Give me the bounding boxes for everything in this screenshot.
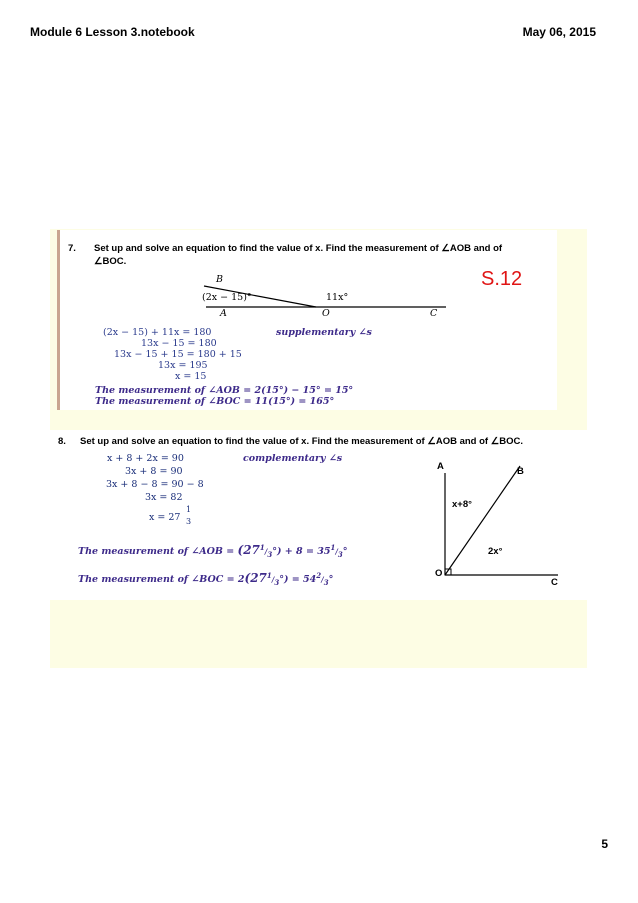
p7-step-3: 13x − 15 + 15 = 180 + 15 — [114, 349, 242, 360]
fig8-label-a: A — [437, 461, 444, 472]
fig7-label-o: O — [322, 308, 330, 319]
slide-label: S.12 — [481, 268, 523, 290]
problem-7-prompt-line2: ∠BOC. — [94, 256, 127, 267]
p8-step-2: 3x + 8 = 90 — [125, 466, 183, 477]
problem-7-number: 7. — [68, 243, 76, 254]
fig8-label-o: O — [435, 568, 443, 579]
p8-result-boc: The measurement of ∠BOC = $2(27^1/_3^\circ) = 54^2/_3^\circ$ — [78, 571, 334, 588]
problem-7-prompt-line1: Set up and solve an equation to find the value of x. Find the measurement of ∠AOB and of — [94, 243, 503, 254]
ray-ob-8 — [445, 466, 520, 575]
fig7-label-a: A — [220, 308, 227, 319]
fig8-label-c: C — [551, 577, 558, 588]
fig7-angle-aob: (2x − 15)° — [202, 292, 252, 303]
fig7-angle-boc: 11x° — [326, 292, 349, 303]
p7-step-1: (2x − 15) + 11x = 180 — [103, 327, 212, 338]
p7-result-aob: The measurement of ∠AOB = 2(15°) − 15° = 15° — [95, 385, 354, 396]
fig7-label-b: B — [216, 274, 223, 285]
fig8-angle-boc: 2x° — [488, 546, 503, 557]
p8-step-4: 3x = 82 — [145, 492, 183, 503]
p8-step-5: x = 27 — [149, 512, 181, 523]
document-title: Module 6 Lesson 3.notebook — [30, 25, 195, 39]
p7-reason: supplementary ∠s — [276, 327, 372, 338]
p8-frac-num: 1 — [186, 505, 192, 514]
p8-step-1: x + 8 + 2x = 90 — [107, 453, 184, 464]
document-date: May 06, 2015 — [522, 25, 596, 39]
p7-step-2: 13x − 15 = 180 — [141, 338, 217, 349]
fig7-label-c: C — [430, 308, 438, 319]
p8-step-3: 3x + 8 − 8 = 90 − 8 — [106, 479, 204, 490]
fig8-label-b: B — [517, 466, 524, 477]
problem-8-number: 8. — [58, 436, 66, 447]
p8-reason: complementary ∠s — [243, 453, 343, 464]
p8-frac-den: 3 — [186, 517, 192, 526]
p8-result-aob: The measurement of ∠AOB = $(27^1/_3^\circ) + 8 = 35^1/_3^\circ$ — [78, 543, 348, 560]
page-number: 5 — [601, 837, 608, 851]
fig8-angle-aob: x+8° — [452, 499, 472, 510]
p7-step-4: 13x = 195 — [158, 360, 208, 371]
problem-8-prompt: Set up and solve an equation to find the value of x. Find the measurement of ∠AOB and of ∠BOC. — [80, 436, 523, 447]
p7-result-boc: The measurement of ∠BOC = 11(15°) = 165° — [95, 396, 335, 407]
p7-step-5: x = 15 — [175, 371, 207, 382]
